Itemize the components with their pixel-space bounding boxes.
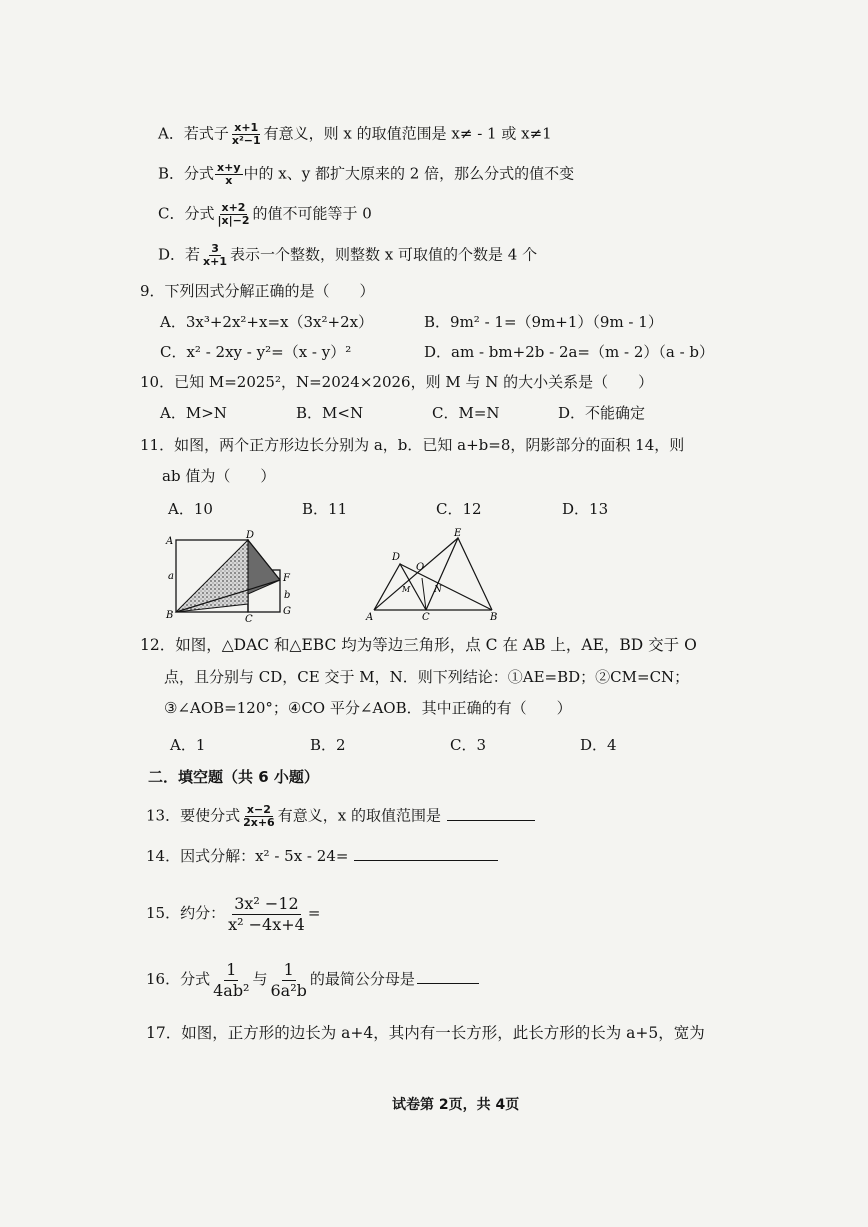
q10-stem: 10．已知 M=2025²，N=2024×2026，则 M 与 N 的大小关系是（ ）	[140, 373, 654, 391]
page-footer: 试卷第 2页，共 4页	[392, 1097, 520, 1113]
q9-stem: 9．下列因式分解正确的是（ ）	[140, 282, 375, 300]
fig2-label-B: B	[490, 612, 498, 622]
q13: 13．要使分式 $\frac{x-2}{2x+6}$ 有意义，x 的取值范围是	[146, 804, 535, 829]
q12-option-a: A．1	[170, 736, 206, 754]
squares-figure	[162, 528, 302, 624]
q17: 17．如图，正方形的边长为 a+4，其内有一长方形，此长方形的长为 a+5，宽为	[146, 1024, 705, 1042]
q12-stem-line1: 12．如图，△DAC 和△EBC 均为等边三角形，点 C 在 AB 上，AE，BD 交于 O	[140, 636, 697, 654]
fig1-label-B: B	[166, 610, 174, 621]
q16-answer-blank[interactable]	[417, 969, 479, 984]
q10-option-b: B．M<N	[296, 404, 364, 422]
q14: 14．因式分解：x² - 5x - 24=	[146, 845, 498, 867]
q14-answer-blank[interactable]	[354, 846, 498, 861]
fig2-label-N: N	[434, 585, 442, 595]
fig2-label-M: M	[402, 585, 411, 594]
section-heading-fill-blank: 二．填空题（共 6 小题）	[148, 768, 319, 786]
q8d-fraction: $\frac{3}{x+1}$	[203, 242, 227, 268]
q12-option-c: C．3	[450, 736, 487, 754]
q9-option-c: C．x² - 2xy - y²=（x - y）²	[160, 343, 352, 361]
q8a-fraction: $\frac{x+1}{\text{x²−1}}$	[231, 121, 261, 147]
q13-fraction: $\frac{x-2}{2x+6}$	[243, 803, 275, 829]
q16-fraction-2: $\frac{1}{\text{6a²b}}$	[270, 959, 307, 1000]
q8-option-a: A．若式子 $\frac{x+1}{\text{x²−1}}$ 有意义，则 x 的取值范围是 x≠ - 1 或 x≠1	[158, 121, 552, 147]
triangle-EBC	[426, 538, 492, 610]
fig1-label-C: C	[245, 614, 253, 624]
q11-option-d: D．13	[562, 500, 609, 518]
q9-option-a: A．3x³+2x²+x=x（3x²+2x）	[160, 313, 374, 331]
q11-stem-line1: 11．如图，两个正方形边长分别为 a，b．已知 a+b=8，阴影部分的面积 14，则	[140, 436, 685, 454]
fig2-label-C: C	[422, 612, 430, 622]
fig2-label-A: A	[366, 612, 374, 622]
q8-option-c: C．分式 $\frac{x+2}{|x|-2}$ 的值不可能等于 0	[158, 201, 372, 227]
q12-option-d: D．4	[580, 736, 617, 754]
q12-option-b: B．2	[310, 736, 346, 754]
q10-option-c: C．M=N	[432, 404, 500, 422]
q12-stem-line3: ③∠AOB=120°；④CO 平分∠AOB．其中正确的有（ ）	[164, 699, 572, 717]
fig1-label-F: F	[283, 573, 290, 584]
q9-option-d: D．am - bm+2b - 2a=（m - 2）（a - b）	[424, 343, 715, 361]
q15: 15．约分： $\frac{\text{3x² −12}}{\text{x² −4x+4}}$ =	[146, 893, 321, 934]
fig2-label-E: E	[454, 528, 462, 539]
shaded-region-right	[248, 540, 280, 594]
q10-option-a: A．M>N	[160, 404, 227, 422]
q11-option-a: A．10	[168, 500, 213, 518]
fig1-label-A: A	[166, 536, 174, 547]
q11-stem-line2: ab 值为（ ）	[162, 467, 276, 485]
fig1-label-a: a	[168, 571, 174, 582]
q16-fraction-1: $\frac{1}{\text{4ab²}}$	[213, 959, 250, 1000]
segment-AE	[374, 538, 458, 610]
q8-option-b: B．分式 $\frac{x+y}{x}$ 中的 x、y 都扩大原来的 2 倍，那么分式的值不变	[158, 161, 575, 187]
q10-option-d: D．不能确定	[558, 404, 646, 422]
q16: 16．分式 $\frac{1}{\text{4ab²}}$ 与 $\frac{1}{\text{6a²b}}$ 的最简公分母是	[146, 956, 479, 1002]
q11-option-c: C．12	[436, 500, 482, 518]
fig2-label-D: D	[392, 552, 401, 563]
q8c-fraction: $\frac{x+2}{|x|-2}$	[217, 201, 250, 227]
q8-option-d: D．若 $\frac{3}{x+1}$ 表示一个整数，则整数 x 可取值的个数是 4 个	[158, 242, 538, 268]
segment-BD	[400, 564, 492, 610]
q11-option-b: B．11	[302, 500, 348, 518]
triangles-figure	[362, 526, 512, 622]
fig1-label-G: G	[283, 606, 291, 617]
fig1-label-D: D	[246, 530, 255, 541]
q8b-fraction: $\frac{x+y}{x}$	[217, 161, 241, 187]
fig1-label-b: b	[284, 590, 291, 601]
q13-answer-blank[interactable]	[447, 806, 535, 821]
q15-fraction: $\frac{\text{3x² −12}}{\text{x² −4x+4}}$	[228, 893, 305, 934]
q12-stem-line2: 点，且分别与 CD，CE 交于 M，N．则下列结论：①AE=BD；②CM=CN；	[164, 668, 690, 686]
q9-option-b: B．9m² - 1=（9m+1）（9m - 1）	[424, 313, 663, 331]
fig2-label-O: O	[416, 562, 425, 573]
